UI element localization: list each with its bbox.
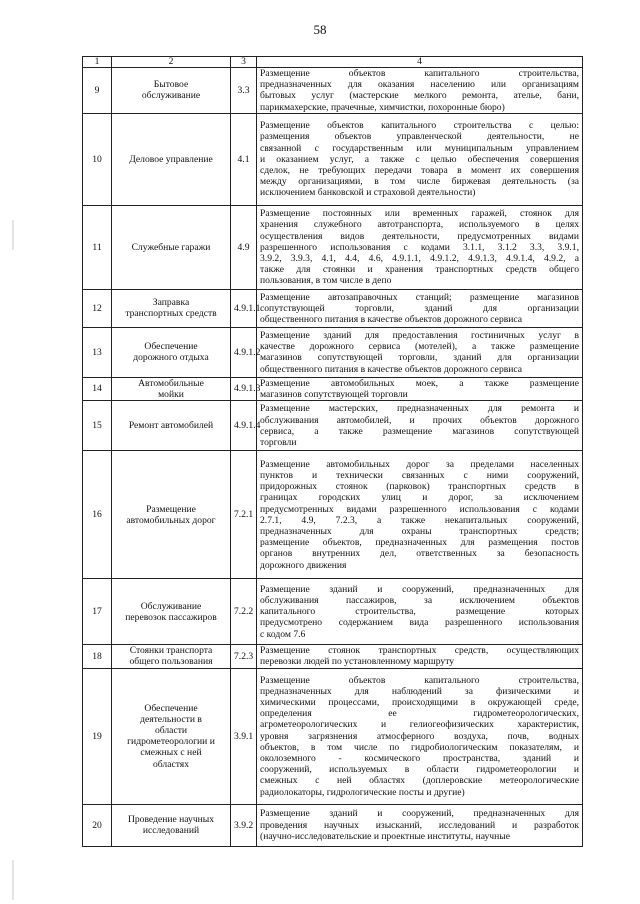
name-line: Заправка [152, 297, 190, 309]
description-line: химическими процессами, происходящими в окружающей среде, [260, 696, 579, 708]
description-line: смежных с ней областях (доплеровские метеорологические [260, 775, 579, 787]
land-use-code: 7.2.2 [231, 579, 257, 645]
name-line: Ремонт автомобилей [128, 420, 214, 432]
description-line: определения ее гидрометеорологических, [260, 708, 579, 720]
description-line: Размещение стоянок транспортных средств, осуществляющих [260, 645, 579, 657]
description-line: 2.7.1, 4.9, 7.2.3, а также некапитальных сооружений, [260, 514, 579, 526]
description-line: объектов, в том числе по гидробиологическим показателям, и [260, 741, 579, 753]
row-number: 20 [83, 804, 112, 846]
description-line: границах городских улиц и дорог, за исключением [260, 492, 579, 504]
land-use-type-name [112, 113, 231, 205]
row-number: 14 [83, 377, 112, 400]
land-use-description [257, 668, 583, 804]
land-use-type-name [112, 668, 231, 804]
description-line: Размещение зданий и сооружений, предназначенных для [260, 583, 579, 595]
table-row [83, 205, 583, 289]
description-line: (научно-исследовательские и проектные институты, научные [260, 830, 510, 842]
scan-artifact-line [12, 860, 14, 900]
land-use-type-name [112, 377, 231, 400]
row-number: 18 [83, 645, 112, 668]
name-line: Обслуживание [140, 600, 202, 612]
header-cell-code: 3 [231, 57, 257, 68]
name-line: перевозок пассажиров [125, 611, 217, 623]
description-line: Размещение автозаправочных станций; размещение магазинов [260, 291, 579, 303]
land-use-code: 7.2.1 [231, 451, 257, 579]
table-row [83, 113, 583, 205]
row-number: 9 [83, 68, 112, 114]
land-use-description [257, 113, 583, 205]
land-use-code: 4.9.1.4 [231, 401, 257, 451]
description-line: сделок, не требующих передачи товара в момент их совершения [260, 164, 579, 176]
description-line: Размещение автомобильных дорог за пределами населенных [260, 458, 579, 470]
land-use-code: 4.9 [231, 205, 257, 289]
description-line: уровня загрязнения атмосферного воздуха, почв, водных [260, 730, 579, 742]
name-line: Проведение научных [127, 813, 215, 825]
description-line: Размещение зданий для предоставления гостиничных услуг в [260, 329, 579, 341]
description-line: Размещение автомобильных моек, а также размещение [260, 377, 579, 389]
land-use-description [257, 451, 583, 579]
name-line: дорожного отдыха [133, 352, 209, 364]
table-row [83, 804, 583, 846]
row-number: 16 [83, 451, 112, 579]
description-line: околоземного - космического пространства, зданий и [260, 752, 579, 764]
description-line: парикмахерские, прачечные, химчистки, похоронные бюро) [260, 101, 505, 113]
name-line: автомобильных дорог [126, 514, 216, 526]
header-cell-description: 4 [257, 57, 583, 68]
table-row [83, 579, 583, 645]
table-row [83, 645, 583, 668]
land-use-code: 4.1 [231, 113, 257, 205]
row-number: 11 [83, 205, 112, 289]
description-line: Размещение объектов капитального строительства с целью: [260, 120, 579, 132]
land-use-description [257, 289, 583, 327]
land-use-type-name [112, 645, 231, 668]
description-line: капитального строительства, размещение которых [260, 606, 579, 618]
description-line: сопутствующей торговли, зданий для организации [260, 302, 579, 314]
land-use-type-name [112, 451, 231, 579]
description-line: органов внутренних дел, ответственных за безопасность [260, 548, 579, 560]
description-line: перевозки людей по установленному маршруту [260, 656, 455, 668]
row-number: 13 [83, 327, 112, 377]
table-row [83, 668, 583, 804]
name-line: Обеспечение [144, 341, 198, 353]
header-cell-name: 2 [112, 57, 231, 68]
land-use-code: 4.9.1.2 [231, 327, 257, 377]
land-use-code: 3.9.2 [231, 804, 257, 846]
name-line: Стоянки транспорта [129, 645, 213, 657]
description-line: торговли [260, 436, 297, 448]
name-line: Автомобильные [138, 377, 204, 389]
description-line: качестве дорожного сервиса (мотелей), а также размещение [260, 341, 579, 353]
land-use-description [257, 645, 583, 668]
land-use-type-name [112, 327, 231, 377]
description-line: сооружений, используемых в области гидрометеорологии и [260, 764, 579, 776]
table-row [83, 377, 583, 400]
description-line: магазинов сопутствующей торговли [260, 389, 408, 401]
table-row [83, 289, 583, 327]
description-line: придорожных стоянок (парковок) транспортных средств в [260, 481, 579, 493]
land-use-description [257, 579, 583, 645]
description-line: дорожного движения [260, 559, 347, 571]
land-use-description [257, 377, 583, 400]
description-line: размещения объектов управленческой деятельности, не [260, 131, 579, 143]
description-line: 3.9.2, 3.9.3, 4.1, 4.4, 4.6, 4.9.1.1, 4.9.1.2, 4.9.1.3, 4.9.1.4, 4.9.2, а [260, 252, 579, 264]
name-line: Бытовое [153, 79, 189, 91]
row-number: 17 [83, 579, 112, 645]
description-line: обслуживания автомобилей, и прочих объектов дорожного [260, 414, 579, 426]
row-number: 12 [83, 289, 112, 327]
description-line: предназначенных для наблюдений за физическими и [260, 685, 579, 697]
scan-artifact-line [12, 220, 14, 250]
name-line: общего пользования [129, 656, 213, 668]
land-use-type-name [112, 401, 231, 451]
description-line: Размещение постоянных или временных гаражей, стоянок для [260, 208, 579, 220]
row-number: 10 [83, 113, 112, 205]
description-line: связанной с государственным или муниципальным управлением [260, 142, 579, 154]
land-use-type-name [112, 579, 231, 645]
land-use-code: 4.9.1.1 [231, 289, 257, 327]
land-use-code: 3.9.1 [231, 668, 257, 804]
table-body [83, 57, 583, 847]
description-line: бытовых услуг (мастерские мелкого ремонта, ателье, бани, [260, 90, 579, 102]
description-line: с кодом 7.6 [260, 628, 306, 640]
name-line: Обеспечение [144, 702, 198, 714]
description-line: радиолокаторы, гидрологические посты и другие) [260, 786, 465, 798]
row-number: 19 [83, 668, 112, 804]
description-line: обслуживания пассажиров, за исключением объектов [260, 594, 579, 606]
land-use-description [257, 804, 583, 846]
description-line: осуществления видов деятельности, предусмотренных видами [260, 230, 579, 242]
description-line: хранения служебного автотранспорта, используемого в целях [260, 219, 579, 231]
land-use-type-name [112, 68, 231, 114]
header-cell-num: 1 [83, 57, 112, 68]
name-line: Размещение [146, 503, 196, 515]
description-line: магазинов сопутствующей торговли, зданий для организации [260, 352, 579, 364]
description-line: предназначенных для оказания населению или организациям [260, 79, 579, 91]
description-line: также для стоянки и хранения транспортных средств общего [260, 264, 579, 276]
land-use-code: 3.3 [231, 68, 257, 114]
description-line: Размещение объектов капитального строительства, [260, 674, 579, 686]
name-line: области [154, 724, 188, 736]
description-line: предусмотрено содержанием вида разрешенного использования [260, 617, 579, 629]
table-header-row [83, 57, 583, 68]
description-line: разрешенного использования с кодами 3.1.1, 3.1.2 3.3, 3.9.1, [260, 241, 579, 253]
name-line: транспортных средств [125, 308, 217, 320]
land-use-table [82, 56, 583, 847]
land-use-code: 4.9.1.3 [231, 377, 257, 400]
description-line: Размещение зданий и сооружений, предназначенных для [260, 808, 579, 820]
description-line: размещение объектов, предназначенных для размещения постов [260, 537, 579, 549]
land-use-code: 7.2.3 [231, 645, 257, 668]
table-row [83, 327, 583, 377]
page-number: 58 [313, 22, 327, 37]
description-line: Размещение мастерских, предназначенных для ремонта и [260, 403, 579, 415]
name-line: деятельности в [140, 713, 202, 725]
land-use-description [257, 327, 583, 377]
row-number: 15 [83, 401, 112, 451]
description-line: общественного питания в качестве объектов дорожного сервиса [260, 313, 523, 325]
description-line: предусмотренных видами разрешенного использования с кодами [260, 503, 579, 515]
description-line: Размещение объектов капитального строительства, [260, 68, 579, 79]
description-line: проведения научных изысканий, исследований и разработок [260, 819, 579, 831]
land-use-description [257, 205, 583, 289]
land-use-description [257, 68, 583, 114]
name-line: смежных с ней [140, 747, 202, 759]
name-line: областях [152, 758, 190, 770]
land-use-type-name [112, 205, 231, 289]
table-row [83, 401, 583, 451]
description-line: сервиса, а также размещение магазинов сопутствующей [260, 425, 579, 437]
description-line: пользования, в том числе в депо [260, 275, 392, 287]
name-line: исследований [142, 825, 200, 837]
description-line: между организациями, в том числе биржевая деятельность (за [260, 176, 579, 188]
land-use-description [257, 401, 583, 451]
name-line: Деловое управление [129, 153, 213, 165]
description-line: и оказанием услуг, а также с целью обеспечения совершения [260, 153, 579, 165]
description-line: предназначенных для охраны транспортных средств; [260, 525, 579, 537]
name-line: мойки [158, 389, 184, 401]
description-line: агрометеорологических и гелиогеофизических характеристик, [260, 719, 579, 731]
description-line: общественного питания в качестве объектов дорожного сервиса [260, 363, 523, 375]
name-line: обслуживание [141, 90, 201, 102]
name-line: гидрометеорологии и [127, 736, 215, 748]
description-line: пунктов и технически связанных с ними сооружений, [260, 469, 579, 481]
name-line: Служебные гаражи [131, 241, 211, 253]
description-line: исключением банковской и страховой деятельности) [260, 187, 476, 199]
land-use-type-name [112, 289, 231, 327]
table-row [83, 451, 583, 579]
land-use-type-name [112, 804, 231, 846]
table-row [83, 68, 583, 114]
